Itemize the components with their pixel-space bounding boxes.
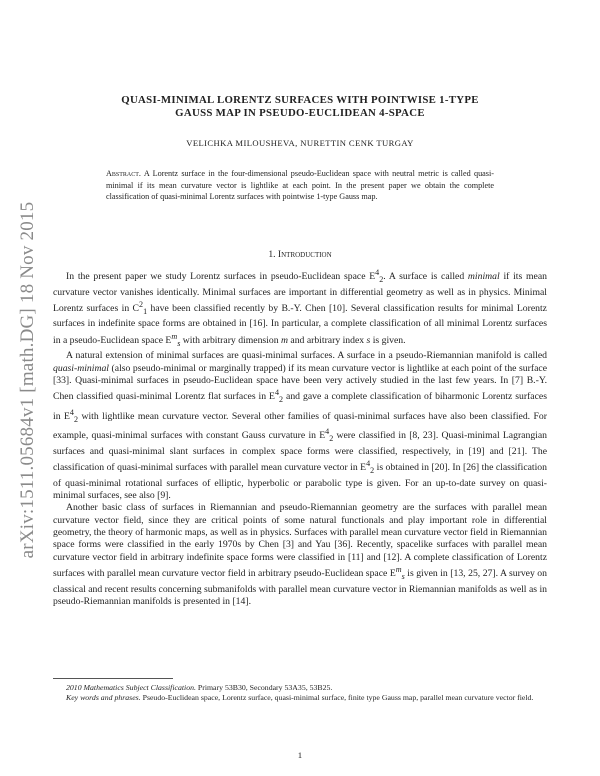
paragraph-3: Another basic class of surfaces in Riemannian and pseudo-Riemannian geometry are the surfaces with parallel mean curvature vector field, since they are critical points of some natural functionals and play important role in differential geometry, the theory of harmonic maps, as well as in physics. Surfaces with parallel mean curvature vector field in Riemannian space forms were classified in the early 1970s by Chen [3] and Yau [36]. Recently, spacelike surfaces with parallel mean curvature vector field in arbitrary indefinite space forms were classified in [11] and [12]. A complete classification of Lorentz surfaces with parallel mean curvature vector field in arbitrary pseudo-Euclidean space $E^m_s$ is given in [13, 25, 27]. A survey on classical and recent results concerning submanifolds with parallel mean curvature vector in Riemannian manifolds as well as in pseudo-Riemannian manifolds is presented in [14]. <box>53 502 547 607</box>
arxiv-sidebar-stamp <box>8 150 48 610</box>
title-line-1: QUASI-MINIMAL LORENTZ SURFACES WITH POINTWISE 1-TYPE <box>121 94 479 106</box>
author-list: VELICHKA MILOUSHEVA, NURETTIN CENK TURGAY <box>186 138 414 148</box>
title-line-2: GAUSS MAP IN PSEUDO-EUCLIDEAN 4-SPACE <box>175 107 425 119</box>
paper-title <box>70 94 530 120</box>
abstract-label: Abstract. <box>106 169 141 178</box>
page-number: 1 <box>297 750 303 760</box>
footnote-divider <box>53 678 173 679</box>
paragraph-2: A natural extension of minimal surfaces are quasi-minimal surfaces. A surface in a pseudo-Riemannian manifold is called quasi-minimal (also pseudo-minimal or marginally trapped) if its mean curvature vector is lightlike at each point of the surface [33]. Quasi-minimal surfaces in pseudo-Euclidean space have been very actively studied in the last few years. In [7] B.-Y. Chen classified quasi-minimal Lorentz flat surfaces in $E^4_2$ and gave a complete classification of biharmonic Lorentz surfaces in $E^4_2$ with lightlike mean curvature vector. Several other families of quasi-minimal surfaces have also been classified. For example, quasi-minimal surfaces with constant Gauss curvature in $E^4_2$ were classified in [8, 23]. Quasi-minimal Lagrangian surfaces and quasi-minimal slant surfaces in complex space forms were classified, respectively, in [19] and [21]. The classification of quasi-minimal surfaces with parallel mean curvature vector in $E^4_2$ is obtained in [20]. In [26] the classification of quasi-minimal rotational surfaces of elliptic, hyperbolic or parabolic type is given. For an up-to-date survey on quasi-minimal surfaces, see also [9]. <box>53 350 548 502</box>
abstract-text: A Lorentz surface in the four-dimensional pseudo-Euclidean space with neutral metric is called quasi-minimal if its mean curvature vector is lightlike at each point. In the present paper we obtain the complete classification of quasi-minimal Lorentz surfaces with pointwise 1-type Gauss map. <box>106 169 494 202</box>
keywords-footnote: Key words and phrases. Pseudo-Euclidean space, Lorentz surface, quasi-minimal surface, finite type Gauss map, parallel mean curvature vector field. <box>66 693 534 703</box>
section-heading <box>70 249 530 260</box>
section-number: 1. <box>268 249 276 260</box>
footnote-block <box>53 683 547 704</box>
abstract-block <box>106 168 494 203</box>
body-text <box>53 267 547 608</box>
msc-footnote: 2010 Mathematics Subject Classification. Primary 53B30, Secondary 53A35, 53B25. <box>66 683 333 692</box>
section-title: Introduction <box>277 249 332 260</box>
paragraph-1: In the present paper we study Lorentz surfaces in pseudo-Euclidean space $E^4_2$. A surface is called minimal if its mean curvature vector vanishes identically. Minimal surfaces are important in differential geometry as well as in physics. Minimal Lorentz surfaces in $C^2_1$ have been classified recently by B.-Y. Chen [10]. Several classification results for minimal Lorentz surfaces in indefinite space forms are obtained in [16]. In particular, a complete classification of all minimal Lorentz surfaces in a pseudo-Euclidean space $E^m_s$ with arbitrary dimension m and arbitrary index s is given. <box>53 268 547 348</box>
arxiv-identifier: arXiv:1511.05684v1 [math.DG] 18 Nov 2015 <box>17 201 38 559</box>
